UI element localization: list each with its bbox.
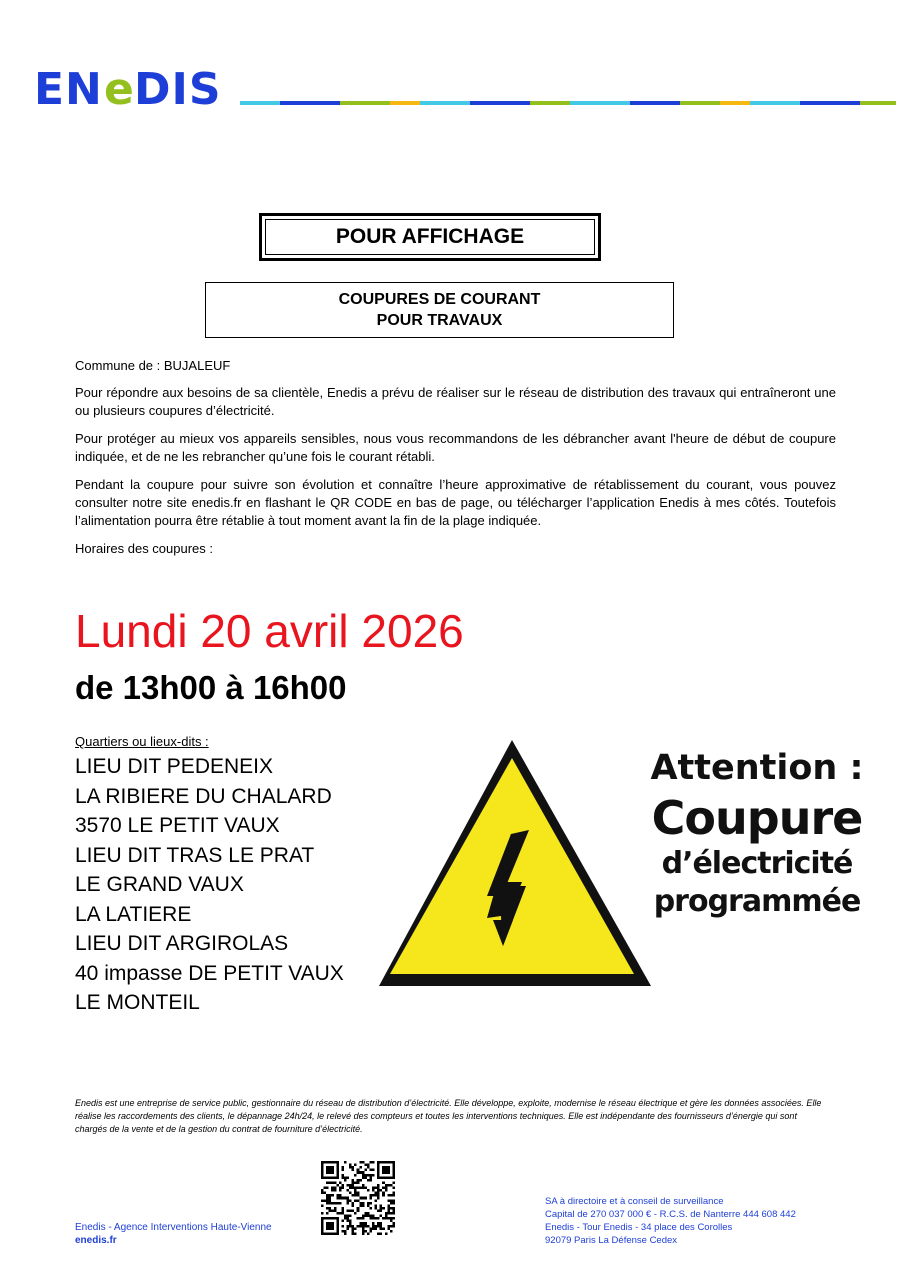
legal-line2: Capital de 270 037 000 € - R.C.S. de Nanterre 444 608 442 bbox=[545, 1209, 796, 1220]
outage-date: Lundi 20 avril 2026 bbox=[75, 605, 464, 657]
header-line-segment bbox=[630, 101, 680, 105]
header-line-segment bbox=[750, 101, 800, 105]
header-line-segment bbox=[340, 101, 390, 105]
svg-text:EN: EN bbox=[34, 66, 103, 110]
attention-line2: Coupure bbox=[651, 791, 863, 845]
high-voltage-warning-icon bbox=[375, 736, 655, 990]
svg-text:DIS: DIS bbox=[134, 66, 222, 110]
attention-line3: d’électricité bbox=[661, 846, 853, 881]
header-line-segment bbox=[720, 101, 750, 105]
place-item: LE GRAND VAUX bbox=[75, 873, 244, 896]
pour-affichage-box bbox=[259, 213, 601, 261]
place-item: LA RIBIERE DU CHALARD bbox=[75, 784, 332, 808]
place-item: LIEU DIT ARGIROLAS bbox=[75, 932, 289, 955]
horaires-label: Horaires des coupures : bbox=[75, 541, 214, 556]
website-link[interactable]: enedis.fr bbox=[75, 1235, 117, 1246]
paragraph-suivi: Pendant la coupure pour suivre son évolution et connaître l’heure approximative de rétablissement du courant, vous pouvez consulter notre site enedis.fr en flashant le QR CODE en bas de page, ou télécharger l’application Enedis à mes côtés. Toutefois l’alimentation pourra être rétablie à tout moment avant la fin de la plage indiquée. bbox=[75, 477, 836, 528]
attention-notice bbox=[632, 745, 882, 921]
agency-name: Enedis - Agence Interventions Haute-Vienne bbox=[75, 1222, 272, 1233]
place-item: 3570 LE PETIT VAUX bbox=[75, 814, 280, 837]
header-line-segment bbox=[280, 101, 340, 105]
attention-line4: programmée bbox=[653, 884, 861, 919]
header-line-segment bbox=[800, 101, 860, 105]
legal-line1: SA à directoire et à conseil de surveillance bbox=[545, 1196, 724, 1207]
coupures-title-line1: COUPURES DE COURANT bbox=[338, 291, 541, 308]
header-line-segment bbox=[570, 101, 630, 105]
header-line-segment bbox=[530, 101, 570, 105]
paragraph-clientele: Pour répondre aux besoins de sa clientèle, Enedis a prévu de réaliser sur le réseau de distribution des travaux qui entraîneront une ou plusieurs coupures d’électricité. bbox=[75, 385, 836, 418]
place-item: LIEU DIT TRAS LE PRAT bbox=[75, 843, 315, 867]
outage-hours: de 13h00 à 16h00 bbox=[75, 669, 347, 706]
attention-line1: Attention : bbox=[650, 748, 864, 788]
coupures-title-line2: POUR TRAVAUX bbox=[376, 312, 503, 329]
legal-line4: 92079 Paris La Défense Cedex bbox=[545, 1235, 678, 1246]
header-line-segment bbox=[680, 101, 720, 105]
quartiers-label: Quartiers ou lieux-dits : bbox=[75, 734, 209, 749]
header-line-segment bbox=[860, 101, 896, 105]
header-line-segment bbox=[240, 101, 280, 105]
legal-line3: Enedis - Tour Enedis - 34 place des Corolles bbox=[545, 1222, 733, 1233]
agency-info bbox=[75, 1221, 272, 1247]
place-item: LA LATIERE bbox=[75, 902, 192, 926]
header-line-segment bbox=[390, 101, 420, 105]
place-item: 40 impasse DE PETIT VAUX bbox=[75, 961, 344, 985]
header-color-line bbox=[240, 101, 896, 105]
coupures-title-box bbox=[205, 282, 674, 338]
company-description: Enedis est une entreprise de service public, gestionnaire du réseau de distribution d’électricité. Elle développe, exploite, modernise le réseau électrique et gère les données associées. Elle réalise les raccordements des clients, le dépannage 24h/24, le relevé des compteurs et toutes les interventions techniques. Elle est indépendante des fournisseurs d’énergie qui sont chargés de la vente et de la gestion du contrat de fourniture d’électricité. bbox=[75, 1098, 822, 1134]
header-line-segment bbox=[420, 101, 470, 105]
qr-code-icon[interactable] bbox=[321, 1161, 395, 1235]
places-list bbox=[75, 752, 344, 1018]
enedis-logo bbox=[34, 66, 224, 110]
paragraph-protection: Pour protéger au mieux vos appareils sensibles, nous vous recommandons de les débrancher avant l'heure de début de coupure indiquée, et de ne les rebrancher qu’une fois le courant rétabli. bbox=[75, 431, 836, 464]
legal-info bbox=[545, 1195, 796, 1247]
pour-affichage-label: POUR AFFICHAGE bbox=[265, 219, 595, 255]
commune-label: Commune de : BUJALEUF bbox=[75, 358, 231, 373]
header-line-segment bbox=[470, 101, 530, 105]
svg-text:e: e bbox=[104, 66, 134, 110]
place-item: LIEU DIT PEDENEIX bbox=[75, 755, 274, 778]
place-item: LE MONTEIL bbox=[75, 991, 200, 1014]
